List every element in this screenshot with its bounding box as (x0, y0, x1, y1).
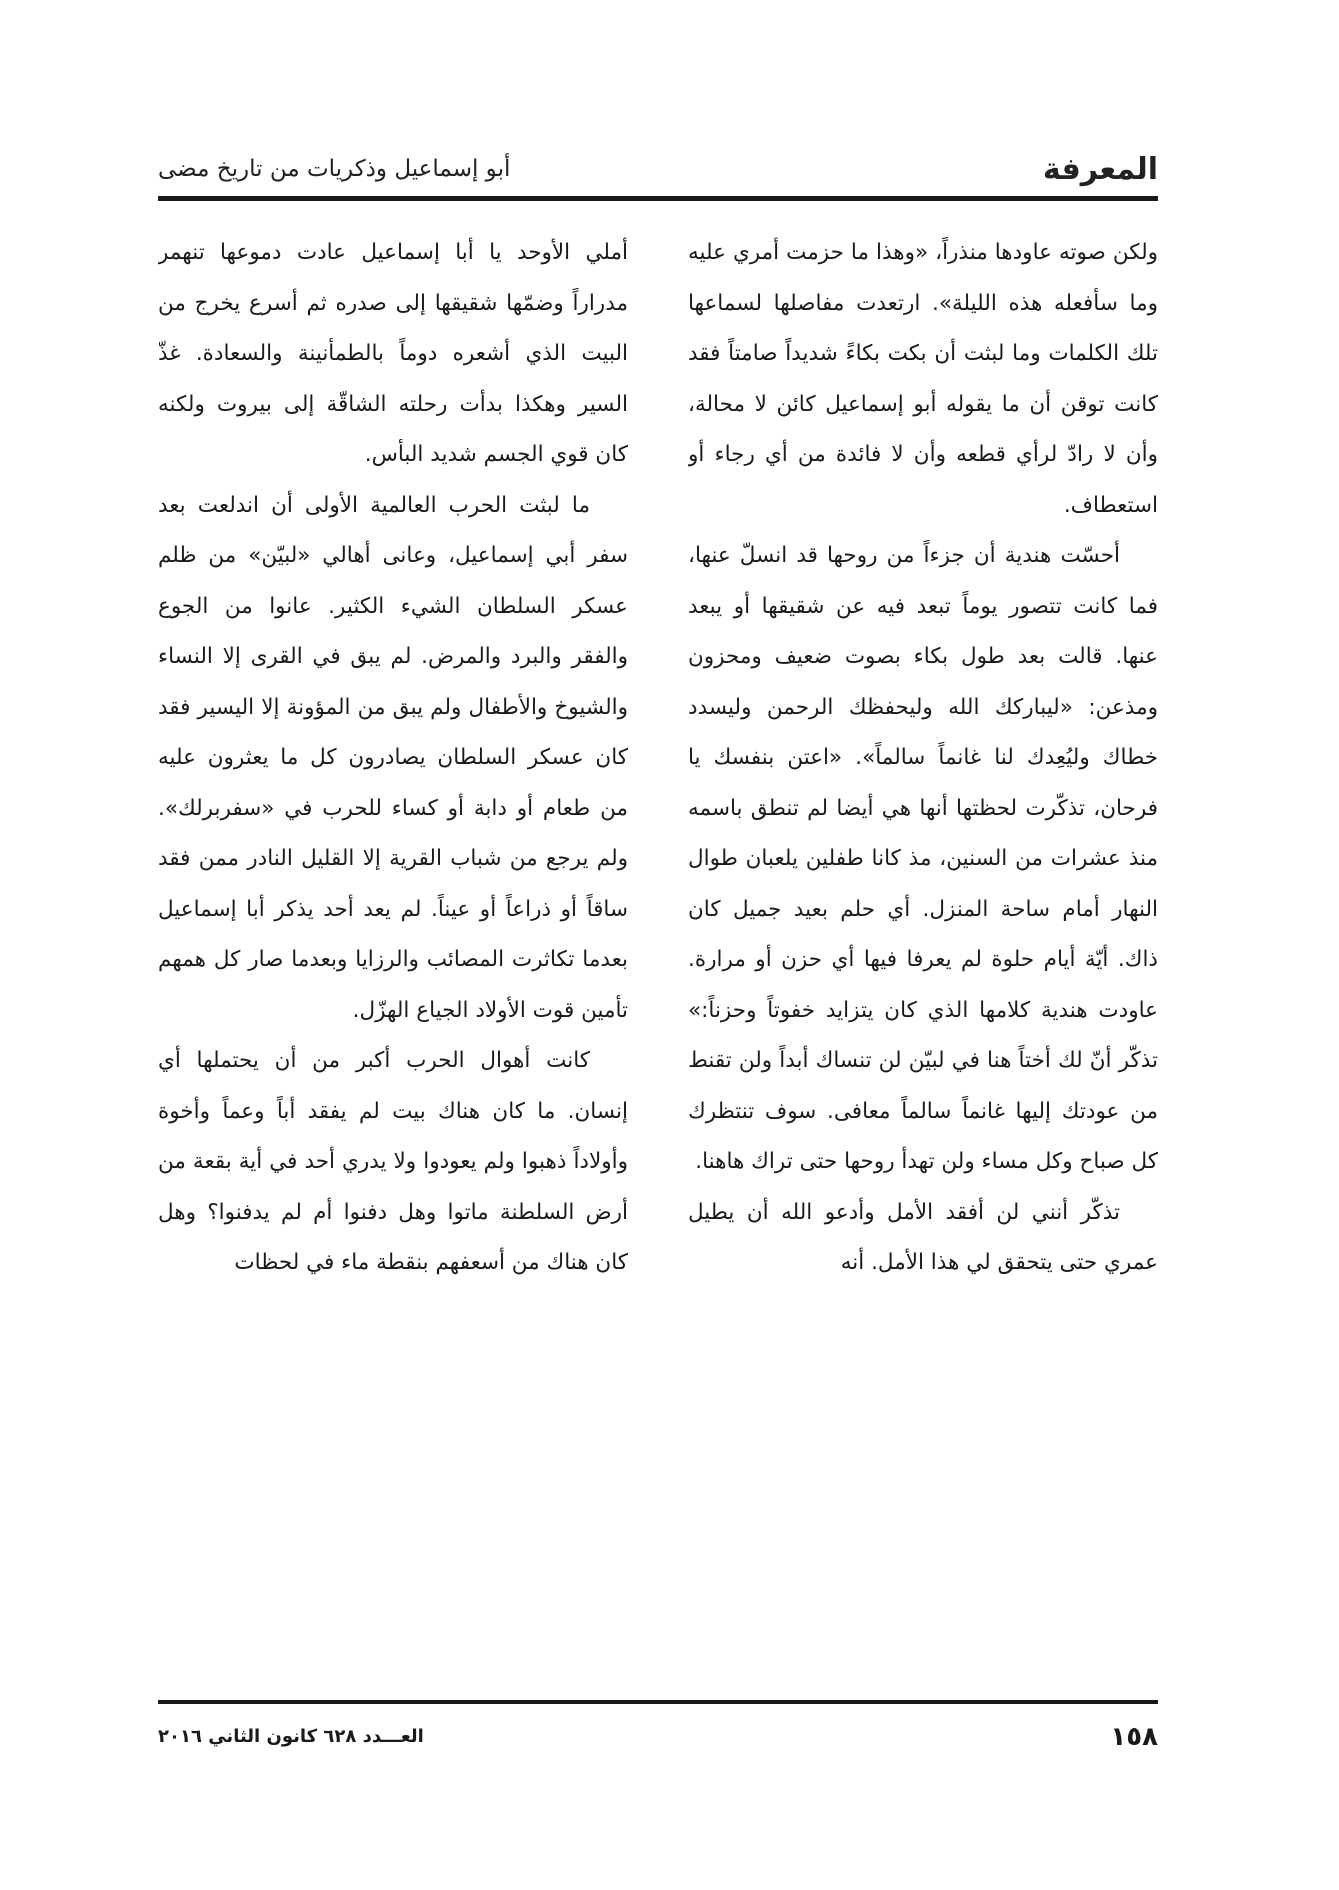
paragraph: ما لبثت الحرب العالمية الأولى أن اندلعت بعد سفر أبي إسماعيل، وعانى أهالي «لبيّن» من ظلم عسكر السلطان الشيء الكثير. عانوا من الجوع والفقر والبرد والمرض. لم يبق في القرى إلا النساء والشيوخ والأطفال ولم يبق من المؤونة إلا اليسير فقد كان عسكر السلطان يصادرون كل ما يعثرون عليه من طعام أو دابة أو كساء للحرب في «سفربرلك». ولم يرجع من شباب القرية إلا القليل النادر ممن فقد ساقاً أو ذراعاً أو عيناً. لم يعد أحد يذكر أبا إسماعيل بعدما تكاثرت المصائب والرزايا وبعدما صار كل همهم تأمين قوت الأولاد الجياع الهزّل. (158, 492, 628, 1023)
paragraph: أملي الأوحد يا أبا إسماعيل عادت دموعها تنهمر مدراراً وضمّها شقيقها إلى صدره ثم أسرع يخرج من البيت الذي أشعره دوماً بالطمأنينة والسعادة. غذّ السير وهكذا بدأت رحلته الشاقّة إلى بيروت ولكنه كان قوي الجسم شديد البأس. (158, 240, 628, 467)
page-footer (158, 1722, 1158, 1762)
page-header (158, 150, 1158, 192)
footer-rule (158, 1700, 1158, 1704)
issue-info: العـــدد ٦٢٨ كانون الثاني ٢٠١٦ (158, 1726, 424, 1747)
running-title: أبو إسماعيل وذكريات من تاريخ مضى (158, 156, 511, 182)
paragraph: كانت أهوال الحرب أكبر من أن يحتملها أي إنسان. ما كان هناك بيت لم يفقد أباً وعماً وأخوة وأولاداً ذهبوا ولم يعودوا ولا يدري أحد في أية بقعة من أرض السلطنة ماتوا وهل دفنوا أم لم يدفنوا؟ وهل كان هناك من أسعفهم بنقطة ماء في لحظات (158, 1048, 628, 1275)
paragraph: تذكّر أنني لن أفقد الأمل وأدعو الله أن يطيل عمري حتى يتحقق لي هذا الأمل. أنه (688, 1199, 1158, 1275)
text-column-left (158, 228, 628, 1683)
paragraph: أحسّت هندية أن جزءاً من روحها قد انسلّ عنها، فما كانت تتصور يوماً تبعد فيه عن شقيقها أو يبعد عنها. قالت بعد طول بكاء بصوت ضعيف ومحزون ومذعن: «ليباركك الله وليحفظك الرحمن وليسدد خطاك وليُعِدك لنا غانماً سالماً». «اعتن بنفسك يا فرحان، تذكّرت لحظتها أنها هي أيضا لم تنطق باسمه منذ عشرات من السنين، مذ كانا طفلين يلعبان طوال النهار أمام ساحة المنزل. أي حلم بعيد جميل كان ذاك. أيّة أيام حلوة لم يعرفا فيها أي حزن أو مرارة. عاودت هندية كلامها الذي كان يتزايد خفوتاً وحزناً:» تذكّر أنّ لك أختاً هنا في لبيّن لن تنساك أبداً ولن تقنط من عودتك إليها غانماً سالماً معافى. سوف تنتظرك كل صباح وكل مساء ولن تهدأ روحها حتى تراك هاهنا. (688, 543, 1158, 1174)
text-column-right (688, 228, 1158, 1683)
page-number: ١٥٨ (1110, 1722, 1158, 1752)
magazine-logo: المعرفة (1042, 152, 1158, 187)
header-rule (158, 196, 1158, 201)
paragraph: ولكن صوته عاودها منذراً، «وهذا ما حزمت أمري عليه وما سأفعله هذه الليلة». ارتعدت مفاصلها لسماعها تلك الكلمات وما لبثت أن بكت بكاءً شديداً صامتاً فقد كانت توقن أن ما يقوله أبو إسماعيل كائن لا محالة، وأن لا رادّ لرأي قطعه وأن لا فائدة من أي رجاء أو استعطاف. (688, 240, 1158, 518)
